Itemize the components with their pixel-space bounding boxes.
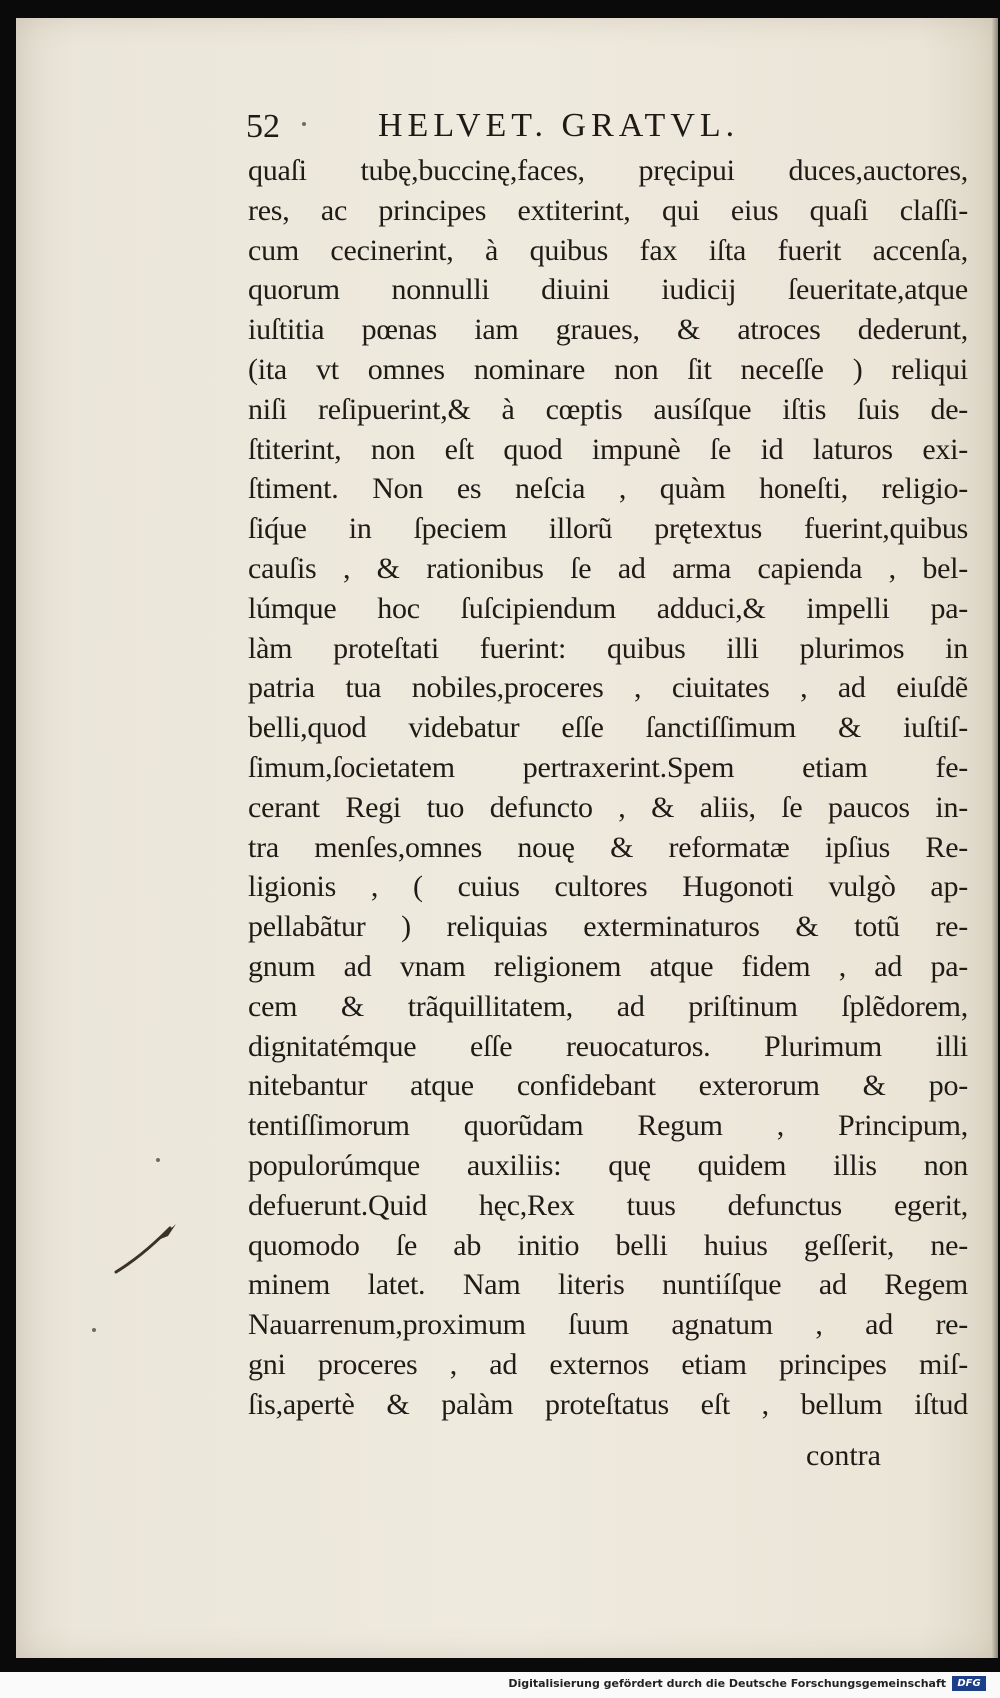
text-line: quaſi tubę,buccinę,faces, pręcipui duces,auctores,: [248, 154, 968, 187]
ink-speck: [92, 1328, 96, 1332]
text-line: populorúmque auxiliis: quę quidem illis non: [248, 1148, 968, 1182]
text-line: (ita vt omnes nominare non ſit neceſſe ) reliqui: [248, 352, 968, 386]
text-line: ſtiment. Non es neſcia , quàm honeſti, religio-: [248, 472, 968, 506]
text-line: pellabãtur ) reliquias exterminaturos & totũ re-: [248, 910, 968, 944]
marginal-quill-mark-icon: [112, 1218, 182, 1278]
text-line: gni proceres , ad externos etiam principes miſ-: [248, 1347, 968, 1381]
text-line: ligionis , ( cuius cultores Hugonoti vulgò ap-: [248, 870, 968, 904]
text-line: iuſtitia pœnas iam graues, & atroces dederunt,: [248, 313, 968, 347]
text-line: ſis,apertè & palàm proteſtatus eſt , bellum iſtud: [248, 1387, 968, 1421]
text-line: dignitatémque eſſe reuocaturos. Plurimum illi: [248, 1029, 968, 1063]
text-line: res, ac principes extiterint, qui eius quaſi claſſi-: [248, 193, 968, 227]
page-header: [246, 90, 886, 146]
text-line: quomodo ſe ab initio belli huius geſſerit, ne-: [248, 1228, 968, 1262]
running-title: HELVET. GRATVL.: [378, 107, 740, 144]
text-line: làm proteſtati fuerint: quibus illi plurimos in: [248, 631, 968, 665]
page-number: 52: [246, 108, 280, 145]
text-line: cem & trãquillitatem, ad priſtinum ſplẽdorem,: [248, 989, 968, 1023]
text-line: tra menſes,omnes nouę & reformatæ ipſius Re-: [248, 830, 968, 864]
text-line: nitebantur atque confidebant exterorum & po-: [248, 1069, 968, 1103]
text-line: patria tua nobiles,proceres , ciuitates , ad eiuſdẽ: [248, 671, 968, 705]
text-line: cerant Regi tuo defuncto , & aliis, ſe paucos in-: [248, 790, 968, 824]
ink-speck: [302, 122, 306, 126]
book-page: [16, 18, 998, 1658]
ink-speck: [156, 1158, 160, 1162]
text-line: ſiq́ue in ſpeciem illorũ prętextus fuerint,quibus: [248, 512, 968, 546]
page-edge-shadow: [992, 18, 998, 1658]
text-line: Nauarrenum,proximum ſuum agnatum , ad re-: [248, 1308, 968, 1342]
footer-bar: [0, 1672, 1000, 1698]
footer-credit: Digitalisierung gefördert durch die Deutsche Forschungsgemeinschaft: [508, 1677, 946, 1690]
text-line: defuerunt.Quid hęc,Rex tuus defunctus egerit,: [248, 1188, 968, 1222]
catchword: contra: [806, 1439, 881, 1472]
text-line: cauſis , & rationibus ſe ad arma capienda , bel-: [248, 551, 968, 585]
text-line: lúmque hoc ſuſcipiendum adduci,& impelli pa-: [248, 591, 968, 625]
text-line: niſi reſipuerint,& à cœptis ausíſque iſtis ſuis de-: [248, 392, 968, 426]
text-line: ſtiterint, non eſt quod impunè ſe id laturos exi-: [248, 432, 968, 466]
text-line: quorum nonnulli diuini iudicij ſeueritate,atque: [248, 273, 968, 307]
text-line: gnum ad vnam religionem atque fidem , ad pa-: [248, 949, 968, 983]
text-line: minem latet. Nam literis nuntiíſque ad Regem: [248, 1268, 968, 1302]
text-line: belli,quod videbatur eſſe ſanctiſſimum & iuſtiſ-: [248, 711, 968, 745]
body-text: [248, 151, 968, 1425]
text-line: tentiſſimorum quorũdam Regum , Principum,: [248, 1109, 968, 1143]
text-line: ſimum,ſocietatem pertraxerint.Spem etiam fe-: [248, 750, 968, 784]
text-line: cum cecinerint, à quibus fax iſta fuerit accenſa,: [248, 233, 968, 267]
dfg-logo-icon: DFG: [952, 1676, 986, 1691]
